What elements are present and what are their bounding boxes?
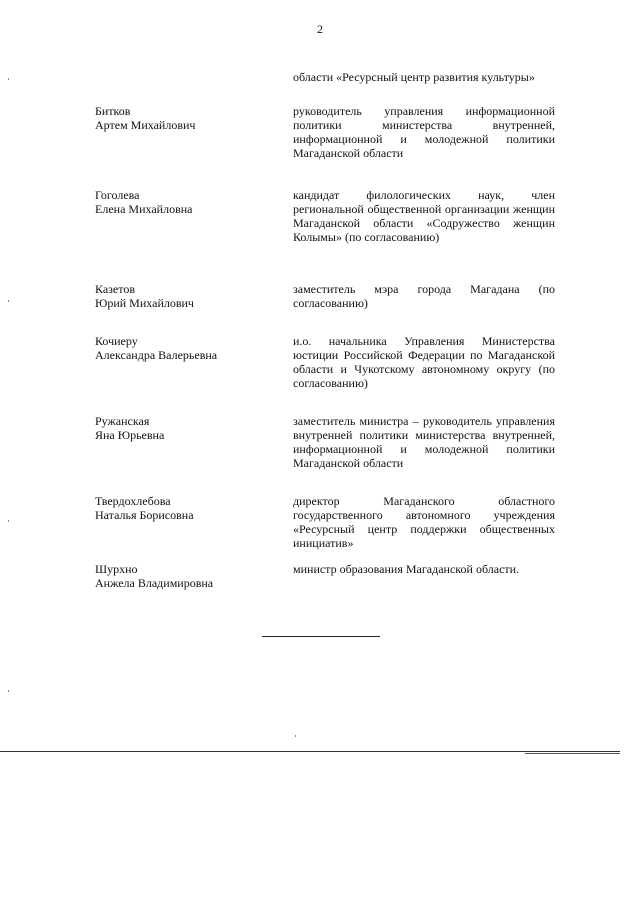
member-given-names: Артем Михайлович: [95, 118, 196, 132]
member-description: области «Ресурсный центр развития культуры»: [293, 70, 535, 84]
member-description: заместитель мэра города Магадана (по согласованию): [293, 282, 555, 310]
member-name: [95, 188, 280, 216]
member-surname: Гоголева: [95, 188, 140, 202]
scan-speck: [295, 735, 296, 737]
member-surname: Шурхно: [95, 562, 138, 576]
member-description: директор Магаданского областного государственного автономного учреждения «Ресурсный центр поддержки общественных инициатив»: [293, 494, 555, 550]
member-given-names: Наталья Борисовна: [95, 508, 194, 522]
scan-bottom-rule: [0, 751, 620, 752]
member-given-names: Александра Валерьевна: [95, 348, 218, 362]
member-description: руководитель управления информационной политики министерства внутренней, информационной и молодежной политики Магаданской области: [293, 104, 555, 160]
scan-speck: [8, 78, 9, 80]
member-name: [95, 334, 280, 362]
member-name: [95, 104, 280, 132]
scan-speck: [8, 300, 9, 302]
member-surname: Кочиеру: [95, 334, 138, 348]
member-description: кандидат филологических наук, член региональной общественной организации женщин Магаданской области «Содружество женщин Колымы» (по согласованию): [293, 188, 555, 244]
closing-separator-line: [262, 636, 380, 637]
scan-speck: [8, 520, 9, 522]
member-given-names: Анжела Владимировна: [95, 576, 214, 590]
member-surname: Твердохлебова: [95, 494, 171, 508]
member-name: [95, 414, 280, 442]
member-description: заместитель министра – руководитель управления внутренней политики министерства внутренней, информационной и молодежной политики Магаданской области: [293, 414, 555, 470]
member-name: [95, 282, 280, 310]
member-given-names: Юрий Михайлович: [95, 296, 194, 310]
member-surname: Ружанская: [95, 414, 150, 428]
member-description: министр образования Магаданской области.: [293, 562, 520, 576]
member-name: [95, 494, 280, 522]
scan-bottom-rule-right: [525, 753, 620, 754]
page-number: 2: [317, 22, 323, 36]
member-surname: Битков: [95, 104, 131, 118]
member-name: [95, 562, 280, 590]
member-description: и.о. начальника Управления Министерства юстиции Российской Федерации по Магаданской области и Чукотскому автономному округу (по согласованию): [293, 334, 555, 390]
member-surname: Казетов: [95, 282, 135, 296]
scan-speck: [8, 690, 9, 692]
member-given-names: Елена Михайловна: [95, 202, 193, 216]
member-given-names: Яна Юрьевна: [95, 428, 165, 442]
